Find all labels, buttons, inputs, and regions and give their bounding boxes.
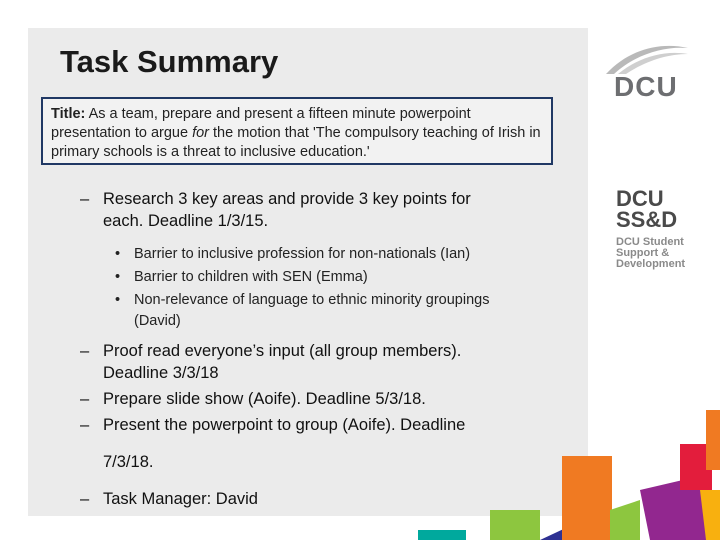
dcu-ssd-logo bbox=[616, 188, 716, 270]
sub-bullet-line: Non-relevance of language to ethnic minority groupings bbox=[134, 292, 490, 308]
bullet-research bbox=[80, 188, 560, 232]
bullet-line: Prepare slide show (Aoife). Deadline 5/3/18. bbox=[103, 390, 426, 408]
deco-yellow-shape bbox=[700, 490, 720, 540]
deco-navy-triangle bbox=[540, 512, 640, 540]
deco-purple-shape bbox=[640, 476, 720, 540]
title-label: Title: bbox=[51, 106, 86, 122]
ssd-line-2: SS&D bbox=[616, 207, 678, 232]
deco-teal-bar bbox=[418, 530, 466, 540]
dash-marker: – bbox=[80, 390, 90, 408]
title-emphasis: for bbox=[192, 125, 209, 141]
dcu-logo-text: DCU bbox=[614, 71, 678, 102]
ssd-caption-line: DCU Student bbox=[616, 236, 684, 248]
bullet-line: Research 3 key areas and provide 3 key points for bbox=[103, 190, 471, 208]
sub-bullet-emma bbox=[80, 267, 560, 288]
dash-marker: – bbox=[80, 490, 90, 508]
ssd-caption-line: Support & bbox=[616, 247, 670, 259]
dot-marker: • bbox=[115, 292, 121, 308]
bullet-present bbox=[80, 414, 560, 436]
deco-red-shape bbox=[680, 444, 712, 490]
sub-bullet-line: (David) bbox=[134, 313, 181, 329]
bullet-present-deadline bbox=[80, 451, 560, 473]
sub-bullet-line: Barrier to inclusive profession for non-nationals (Ian) bbox=[134, 246, 471, 262]
bullet-line: Task Manager: David bbox=[103, 490, 258, 508]
deco-green-strip bbox=[610, 500, 640, 540]
bullet-slideshow bbox=[80, 388, 560, 410]
bullet-line: Proof read everyone’s input (all group members). bbox=[103, 342, 462, 360]
ssd-caption bbox=[616, 237, 716, 270]
ssd-caption-line: Development bbox=[616, 258, 686, 270]
sub-bullet-david bbox=[80, 290, 560, 332]
title-text-1: As a team, prepare and present a fifteen minute powerpoint presentation to argue bbox=[51, 106, 471, 141]
deco-orange-strip bbox=[706, 410, 720, 470]
bullet-line: Present the powerpoint to group (Aoife). Deadline bbox=[103, 416, 466, 434]
dot-marker: • bbox=[115, 246, 121, 262]
dot-marker: • bbox=[115, 269, 121, 285]
dash-marker: – bbox=[80, 342, 90, 360]
sub-bullet-ian bbox=[80, 244, 560, 265]
bullet-line: each. Deadline 1/3/15. bbox=[103, 212, 269, 230]
sub-bullet-line: Barrier to children with SEN (Emma) bbox=[134, 269, 368, 285]
bullet-task-manager bbox=[80, 488, 560, 510]
dash-marker: – bbox=[80, 416, 90, 434]
slide-title: Task Summary bbox=[60, 44, 279, 79]
bullet-proofread bbox=[80, 340, 560, 384]
title-box bbox=[41, 97, 553, 165]
bullet-list bbox=[80, 188, 560, 510]
ssd-line-1: DCU bbox=[616, 186, 664, 211]
dash-marker: – bbox=[80, 190, 90, 208]
title-text-2: the motion that 'The compulsory teaching of Irish in primary schools is a threat to inclusive education.' bbox=[51, 125, 541, 160]
bullet-line: Deadline 3/3/18 bbox=[103, 364, 219, 382]
bullet-line: 7/3/18. bbox=[103, 453, 154, 471]
